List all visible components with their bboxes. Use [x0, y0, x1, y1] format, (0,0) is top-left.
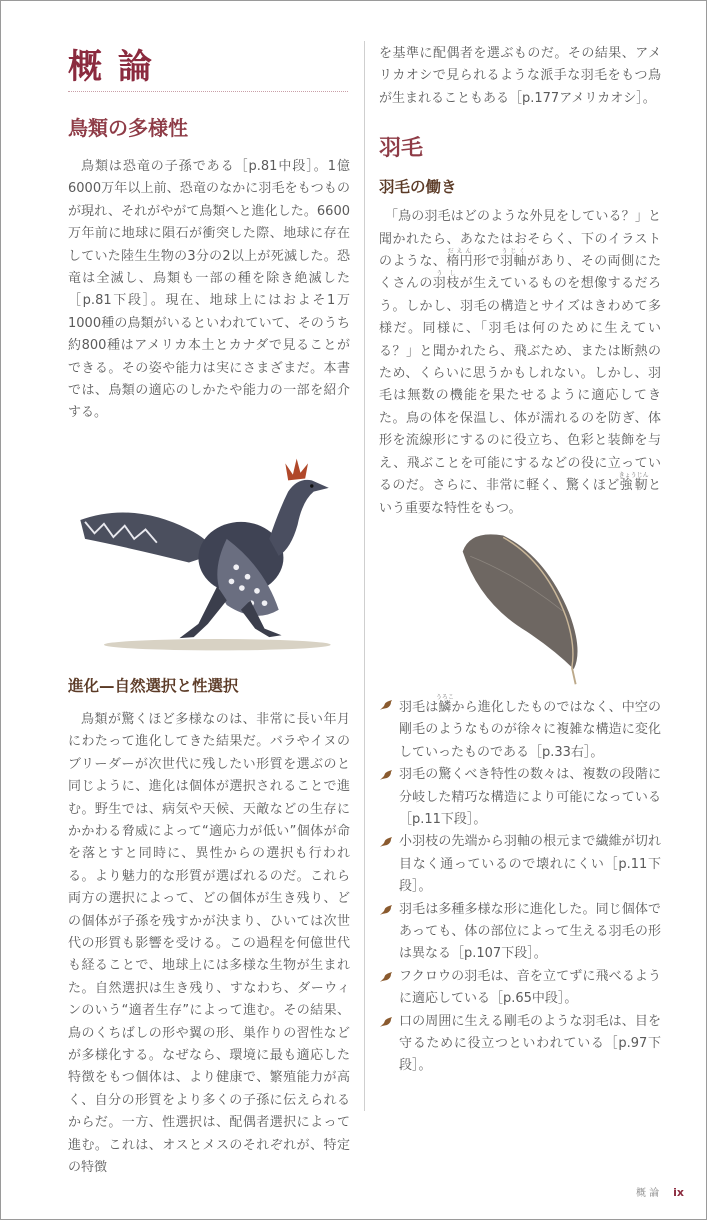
ruby-annotated-word: 羽軸うじく — [500, 248, 527, 270]
section-heading-feathers: 羽毛 — [379, 136, 424, 162]
ruby-annotated-word: 楕円だえん — [446, 248, 474, 270]
text-run: 「鳥の羽毛はどのような外見をしている？」と聞かれたら、あなたはおそらく、下のイラストのような、 — [379, 209, 661, 270]
section-heading-evolution: 進化—自然選択と性選択 — [68, 676, 239, 695]
column-divider — [364, 41, 365, 1111]
furigana: うろこ — [435, 693, 454, 701]
list-item: フクロウの羽毛は、音を立てずに飛べるように適応している［p.65中段］。 — [379, 966, 661, 1011]
bird-bullet-icon — [379, 971, 393, 983]
ruby-annotated-word: 強靭きょうじん — [618, 472, 649, 494]
microraptor-illustration — [68, 435, 343, 657]
right-column — [379, 1, 661, 1179]
bird-bullet-icon — [379, 904, 393, 916]
list-item: 羽毛は鱗うろこから進化したものではなく、中空の剛毛のようなものが徐々に複雑な構造に変化していったものである［p.33右］。 — [379, 694, 661, 764]
paragraph-bird-diversity: 鳥類は恐竜の子孫である［p.81中段］。1億6000万年以上前、恐竜のなかに羽毛をもつものが現れ、それがやがて鳥類へと進化した。6600万年前に地球に隕石が衝突した際、地球に存在していた陸生生物の3分の2以上が死滅した。恐竜は全滅し、鳥類も一部の種を除き絶滅した［p.81下段］。現在、地球上にはおよそ1万1000種の鳥類がいるといわれていて、そのうち約800種はアメリカ本土とカナダで見ることができる。その姿や能力は実にさまざまだ。本書では、鳥類の適応のしかたや能力の一部を紹介する。 — [68, 159, 350, 421]
text-run: という重要な特性をもつ。 — [379, 478, 661, 516]
page-number: ix — [673, 1186, 684, 1200]
paragraph-evolution: 鳥類が驚くほど多様なのは、非常に長い年月にわたって進化してきた結果だ。バラやイヌのブリーダーが次世代に残したい形質を選ぶのと同じように、進化は個体が選択されることで進む。野生では、病気や天候、天敵などの生存にかかわる脅威によって“適応力が低い”個体が命を落とすと同時に、異性からの選択も行われる。より魅力的な形質が選ばれるのだ。これら両方の選択によって、どの個体が生き残り、どの個体が子孫を残すかが決まり、ひいては次世代の形質も影響を受ける。この過程を何億世代も経ることで、地球上には多様な生物が生まれた。自然選択は生き残り、すなわち、ダーウィンのいう“適者生存”によって進む。その結果、鳥のくちばしの形や翼の形、巣作りの習性などが多様化する。なぜなら、環境に最も適応した特徴をもつ個体は、より健康で、繁殖能力が高く、自分の形質をより多くの子孫に伝えられるからだ。一方、性選択は、配偶者選択によって進む。これは、オスとメスのそれぞれが、特定の特徴 — [68, 711, 350, 1175]
left-column — [68, 1, 350, 1179]
list-item: 小羽枝の先端から羽軸の根元まで繊維が切れ目なく通っているので壊れにくい［p.11下段］。 — [379, 831, 661, 898]
text-run: が生えているものを想像するだろう。しかし、羽毛の構造とサイズはきわめて多様だ。同様に、「羽毛は何のために生えている？」と聞かれたら、飛ぶため、または断熱のため、くらいに思うかもしれない。しかし、羽毛は無数の機能を果たせるように適応してきた。鳥の体を保温し、体が濡れるのを防ぎ、体形を流線形にするのに役立ち、色彩と装飾を与え、飛ぶことを可能にするなどの役に立っているのだ。さらに、非常に軽く、驚くほど — [379, 276, 661, 494]
ruby-annotated-word: 鱗うろこ — [435, 693, 454, 715]
list-item: 羽毛は多種多様な形に進化した。同じ個体であっても、体の部位によって生える羽毛の形は異なる［p.107下段］。 — [379, 899, 661, 966]
list-item: 羽毛の驚くべき特性の数々は、複数の段階に分岐した精巧な構造により可能になっている［p.11下段］。 — [379, 764, 661, 831]
furigana: だえん — [446, 248, 473, 256]
list-item: 口の周囲に生える剛毛のような羽毛は、目を守るために役立つといわれている［p.97下段］。 — [379, 1011, 661, 1078]
paragraph-feather-functions — [379, 206, 661, 520]
subheading-feather-functions: 羽毛の働き — [379, 178, 457, 197]
bird-bullet-icon — [379, 699, 393, 711]
text-run: があり、その両側にたくさんの — [379, 254, 661, 292]
footer — [636, 1184, 684, 1199]
paragraph-evolution-continued: を基準に配偶者を選ぶものだ。その結果、アメリカオシで見られるような派手な羽毛をもつ鳥が生まれることもある［p.177アメリカオシ］。 — [379, 46, 661, 106]
bird-bullet-icon — [379, 836, 393, 848]
title-dotted-rule — [68, 91, 348, 92]
feather-facts-list — [379, 694, 661, 1078]
footer-section-name: 概 論 — [635, 1188, 660, 1200]
furigana: うし — [432, 270, 460, 278]
bird-bullet-icon — [379, 769, 393, 781]
ruby-annotated-word: 羽枝うし — [432, 270, 460, 292]
bird-bullet-icon — [379, 1016, 393, 1028]
chapter-title: 概 論 — [68, 47, 154, 87]
furigana: うじく — [500, 248, 527, 256]
section-heading-bird-diversity: 鳥類の多様性 — [68, 116, 188, 140]
furigana: きょうじん — [618, 472, 649, 480]
feather-illustration — [447, 528, 597, 688]
text-run: 形で — [473, 254, 501, 270]
